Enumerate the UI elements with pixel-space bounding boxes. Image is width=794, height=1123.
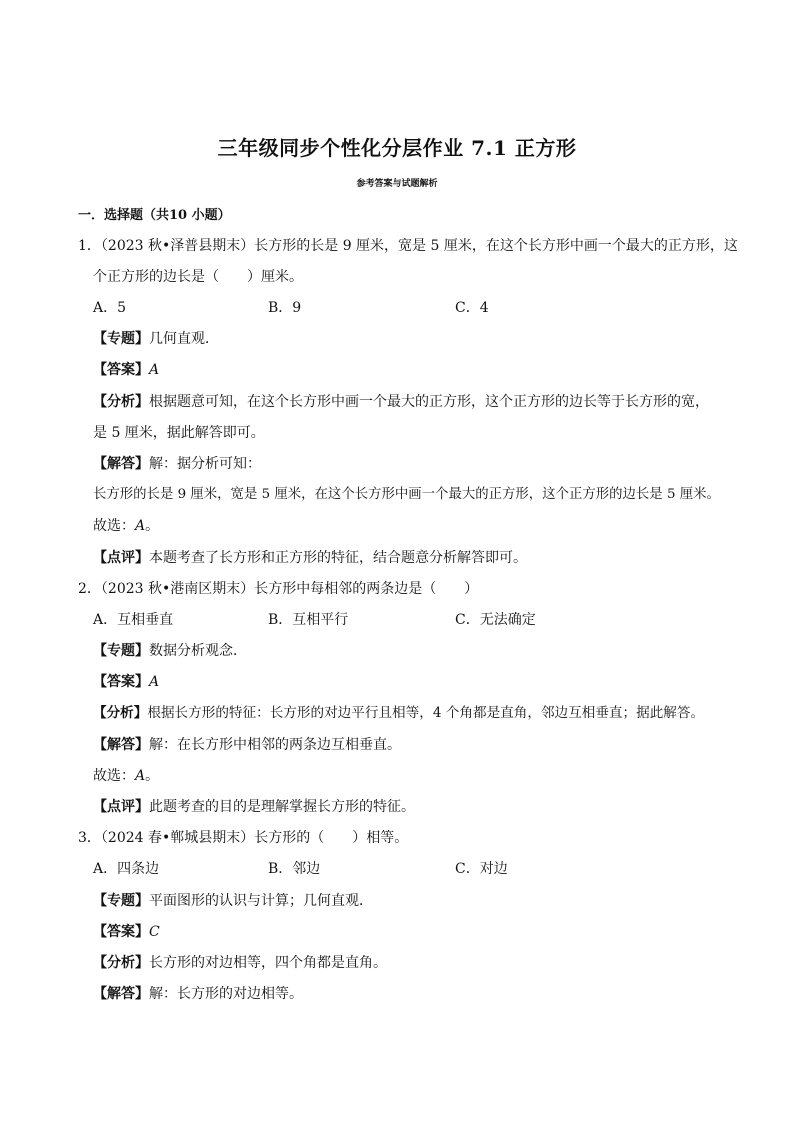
analysis-line bbox=[93, 703, 704, 723]
solution-text: 解：长方形的对边相等。 bbox=[149, 986, 303, 1002]
analysis-line bbox=[93, 953, 387, 973]
choice-letter: A bbox=[135, 768, 146, 784]
solution-line bbox=[93, 735, 401, 755]
option-c: C．对边 bbox=[455, 861, 508, 877]
question-stem: 2．（2023 秋•港南区期末）长方形中每相邻的两条边是（ ） bbox=[78, 581, 479, 597]
option-a: A．互相垂直 bbox=[93, 612, 174, 628]
section-heading: 一．选择题（共10 小题） bbox=[78, 208, 231, 223]
comment-text: 此题考查的目的是理解掌握长方形的特征。 bbox=[149, 799, 415, 815]
analysis-tag: 【分析】 bbox=[93, 705, 148, 721]
topic-text: 数据分析观念． bbox=[149, 643, 247, 659]
comment-line bbox=[93, 548, 527, 568]
option-c: C．无法确定 bbox=[455, 612, 536, 628]
question-stem-cont: 个正方形的边长是（ ）厘米。 bbox=[93, 269, 303, 285]
choice-line bbox=[93, 766, 159, 786]
solution-tag: 【解答】 bbox=[93, 456, 149, 472]
choice-suffix: 。 bbox=[145, 518, 160, 534]
topic-text: 几何直观． bbox=[149, 331, 219, 347]
answer-tag: 【答案】 bbox=[93, 924, 149, 940]
topic-tag: 【专题】 bbox=[93, 643, 149, 659]
answer-text: A bbox=[149, 362, 160, 378]
solution-text: 解：据分析可知： bbox=[149, 456, 261, 472]
analysis-cont: 是 5 厘米，据此解答即可。 bbox=[93, 425, 265, 441]
option-c: C．4 bbox=[455, 300, 489, 316]
comment-line bbox=[93, 797, 415, 817]
answer-line bbox=[93, 360, 159, 380]
solution-text: 解：在长方形中相邻的两条边互相垂直。 bbox=[149, 737, 401, 753]
analysis-tag: 【分析】 bbox=[93, 955, 149, 971]
choice-prefix: 故选： bbox=[93, 518, 135, 534]
option-b: B．9 bbox=[268, 300, 302, 316]
solution-detail: 长方形的长是 9 厘米，宽是 5 厘米，在这个长方形中画一个最大的正方形，这个正方形的边长是 5 厘米。 bbox=[93, 487, 720, 502]
analysis-tag: 【分析】 bbox=[93, 394, 149, 410]
topic-line bbox=[93, 641, 247, 661]
topic-text: 平面图形的认识与计算；几何直观． bbox=[149, 893, 373, 909]
choice-line bbox=[93, 516, 159, 536]
solution-tag: 【解答】 bbox=[93, 737, 149, 753]
choice-letter: A bbox=[135, 518, 146, 534]
answer-line bbox=[93, 672, 159, 692]
page-subtitle: 参考答案与试题解析 bbox=[356, 179, 438, 189]
analysis-line bbox=[93, 392, 709, 412]
topic-tag: 【专题】 bbox=[93, 331, 149, 347]
analysis-text: 根据长方形的特征：长方形的对边平行且相等，4 个角都是直角，邻边互相垂直；据此解答。 bbox=[147, 705, 705, 721]
answer-text: C bbox=[149, 924, 160, 940]
answer-text: A bbox=[149, 674, 160, 690]
option-a: A．四条边 bbox=[93, 861, 160, 877]
topic-tag: 【专题】 bbox=[93, 893, 149, 909]
option-b: B．邻边 bbox=[268, 861, 321, 877]
comment-text: 本题考查了长方形和正方形的特征，结合题意分析解答即可。 bbox=[149, 550, 527, 566]
option-b: B．互相平行 bbox=[268, 612, 349, 628]
question-stem: 3．（2024 春•郸城县期末）长方形的（ ）相等。 bbox=[78, 830, 409, 846]
analysis-text: 根据题意可知，在这个长方形中画一个最大的正方形，这个正方形的边长等于长方形的宽， bbox=[149, 394, 709, 410]
choice-prefix: 故选： bbox=[93, 768, 135, 784]
comment-tag: 【点评】 bbox=[93, 550, 149, 566]
answer-tag: 【答案】 bbox=[93, 674, 149, 690]
solution-line bbox=[93, 454, 261, 474]
answer-line bbox=[93, 922, 160, 942]
option-a: A．5 bbox=[93, 300, 127, 316]
topic-line bbox=[93, 329, 219, 349]
solution-tag: 【解答】 bbox=[93, 986, 149, 1002]
page-title: 三年级同步个性化分层作业 7.1 正方形 bbox=[217, 136, 577, 160]
topic-line bbox=[93, 891, 373, 911]
solution-line bbox=[93, 984, 303, 1004]
comment-tag: 【点评】 bbox=[93, 799, 149, 815]
answer-tag: 【答案】 bbox=[93, 362, 149, 378]
choice-suffix: 。 bbox=[145, 768, 160, 784]
analysis-text: 长方形的对边相等，四个角都是直角。 bbox=[149, 955, 387, 971]
question-stem: 1．（2023 秋•泽普县期末）长方形的长是 9 厘米，宽是 5 厘米，在这个长方形中画一个最大的正方形，这 bbox=[78, 238, 738, 254]
